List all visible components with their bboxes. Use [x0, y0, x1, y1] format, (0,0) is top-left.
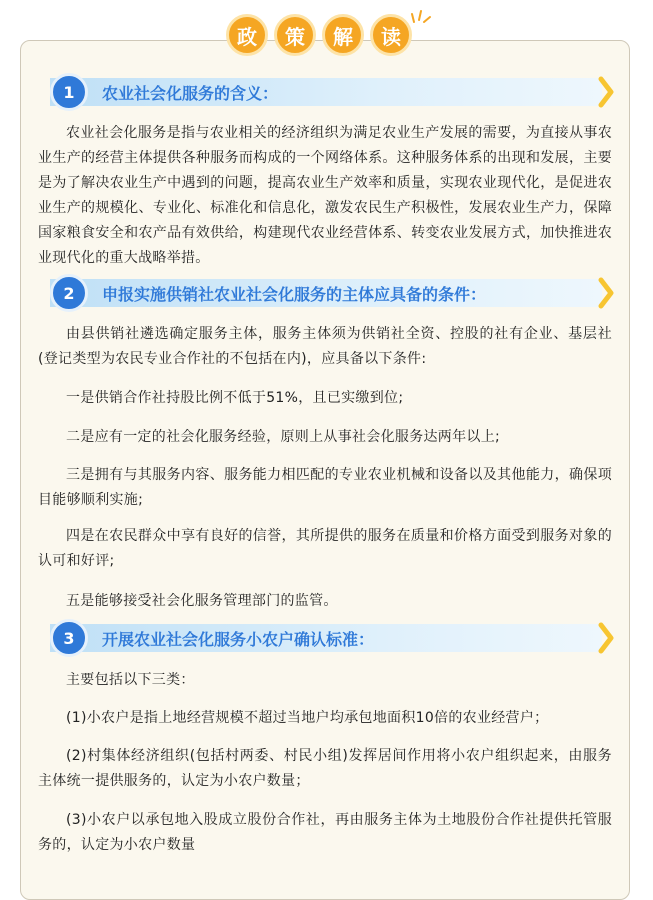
- section-header-1: [38, 76, 614, 108]
- chevron-right-icon: [598, 622, 614, 654]
- paragraph: 四是在农民群众中享有良好的信誉，其所提供的服务在质量和价格方面受到服务对象的认可和好评;: [38, 528, 612, 569]
- title-char: 读: [370, 14, 412, 56]
- paragraph: 由县供销社遴选确定服务主体，服务主体须为供销社全资、控股的社有企业、基层社(登记类型为农民专业合作社的不包括在内)，应具备以下条件:: [38, 326, 612, 367]
- paragraph: 五是能够接受社会化服务管理部门的监管。: [66, 593, 338, 609]
- section-header-3: [38, 622, 614, 654]
- paragraph: 一是供销合作社持股比例不低于51%，且已实缴到位;: [66, 390, 404, 406]
- chevron-right-icon: [598, 76, 614, 108]
- paragraph: 二是应有一定的社会化服务经验，原则上从事社会化服务达两年以上;: [66, 429, 501, 445]
- title-char: 解: [322, 14, 364, 56]
- section-number: 2: [50, 274, 88, 312]
- paragraph: 农业社会化服务是指与农业相关的经济组织为满足农业生产发展的需要，为直接从事农业生产的经营主体提供各种服务而构成的一个网络体系。这种服务体系的出现和发展，主要是为了解决农业生产中遇到的问题，提高农业生产效率和质量，实现农业现代化，是促进农业生产的规模化、专业化、标准化和信息化，激发农民生产积极性，发展农业生产力，保障国家粮食安全和农产品有效供给，构建现代农业经营体系、转变农业发展方式，加快推进农业现代化的重大战略举措。: [38, 125, 612, 266]
- chevron-right-icon: [598, 277, 614, 309]
- section-title: 农业社会化服务的含义：: [102, 84, 279, 103]
- section-title: 申报实施供销社农业社会化服务的主体应具备的条件：: [102, 285, 487, 304]
- section-number: 3: [50, 619, 88, 657]
- section-number: 1: [50, 73, 88, 111]
- paragraph: 主要包括以下三类：: [66, 672, 195, 688]
- section-title: 开展农业社会化服务小农户确认标准：: [102, 630, 375, 649]
- header-title: [0, 8, 653, 68]
- paragraph: (3)小农户以承包地入股成立股份合作社，再由服务主体为土地股份合作社提供托管服务的，认定为小农户数量: [38, 812, 612, 853]
- paragraph: 三是拥有与其服务内容、服务能力相匹配的专业农业机械和设备以及其他能力，确保项目能够顺利实施;: [38, 467, 612, 508]
- section-header-2: [38, 277, 614, 309]
- sparkle-icon: [410, 8, 432, 24]
- paragraph: (1)小农户是指上地经营规模不超过当地户均承包地面积10倍的农业经营户；: [66, 710, 549, 726]
- title-char: 策: [274, 14, 316, 56]
- title-char: 政: [226, 14, 268, 56]
- paragraph: (2)村集体经济组织(包括村两委、村民小组)发挥居间作用将小农户组织起来，由服务主体统一提供服务的，认定为小农户数量；: [38, 748, 612, 789]
